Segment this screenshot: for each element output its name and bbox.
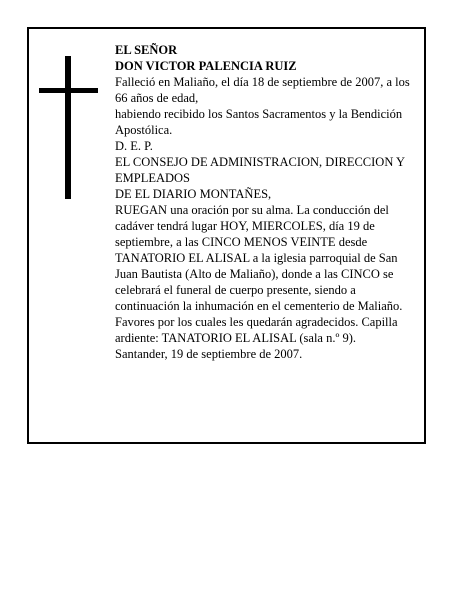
request-paragraph: RUEGAN una oración por su alma. La conducción del cadáver tendrá lugar HOY, MIERCOLES, día 19 de septiembre, a las CINCO MENOS VEINTE desde TANATORIO EL ALISAL a la iglesia parroquial de San Juan Bautista (Alto de Maliaño), donde a las CINCO se celebrará el funeral de cuerpo presente, siendo a continuación la inhumación en el cementerio de Maliaño. Favores por los cuales les quedarán agradecidos. Capilla ardiente: TANATORIO EL ALISAL (sala n.º 9). — [115, 203, 403, 345]
deceased-name: DON VICTOR PALENCIA RUIZ — [115, 59, 297, 73]
newspaper-line: DE EL DIARIO MONTAÑES, — [115, 187, 272, 201]
death-line: Falleció en Maliaño, el día 18 de septiembre de 2007, a los 66 años de edad, — [115, 75, 410, 105]
cross-horizontal-bar — [39, 88, 98, 93]
council-line: EL CONSEJO DE ADMINISTRACION, DIRECCION Y EMPLEADOS — [115, 155, 405, 185]
notice-title: EL SEÑOR — [115, 43, 178, 57]
cross-vertical-bar — [65, 56, 71, 199]
latin-cross-icon — [39, 56, 98, 199]
dep-line: D. E. P. — [115, 139, 153, 153]
sacraments-line: habiendo recibido los Santos Sacramentos y la Bendición Apostólica. — [115, 107, 403, 137]
place-date: Santander, 19 de septiembre de 2007. — [115, 347, 303, 361]
obituary-notice — [27, 27, 426, 444]
obituary-text — [115, 42, 420, 362]
